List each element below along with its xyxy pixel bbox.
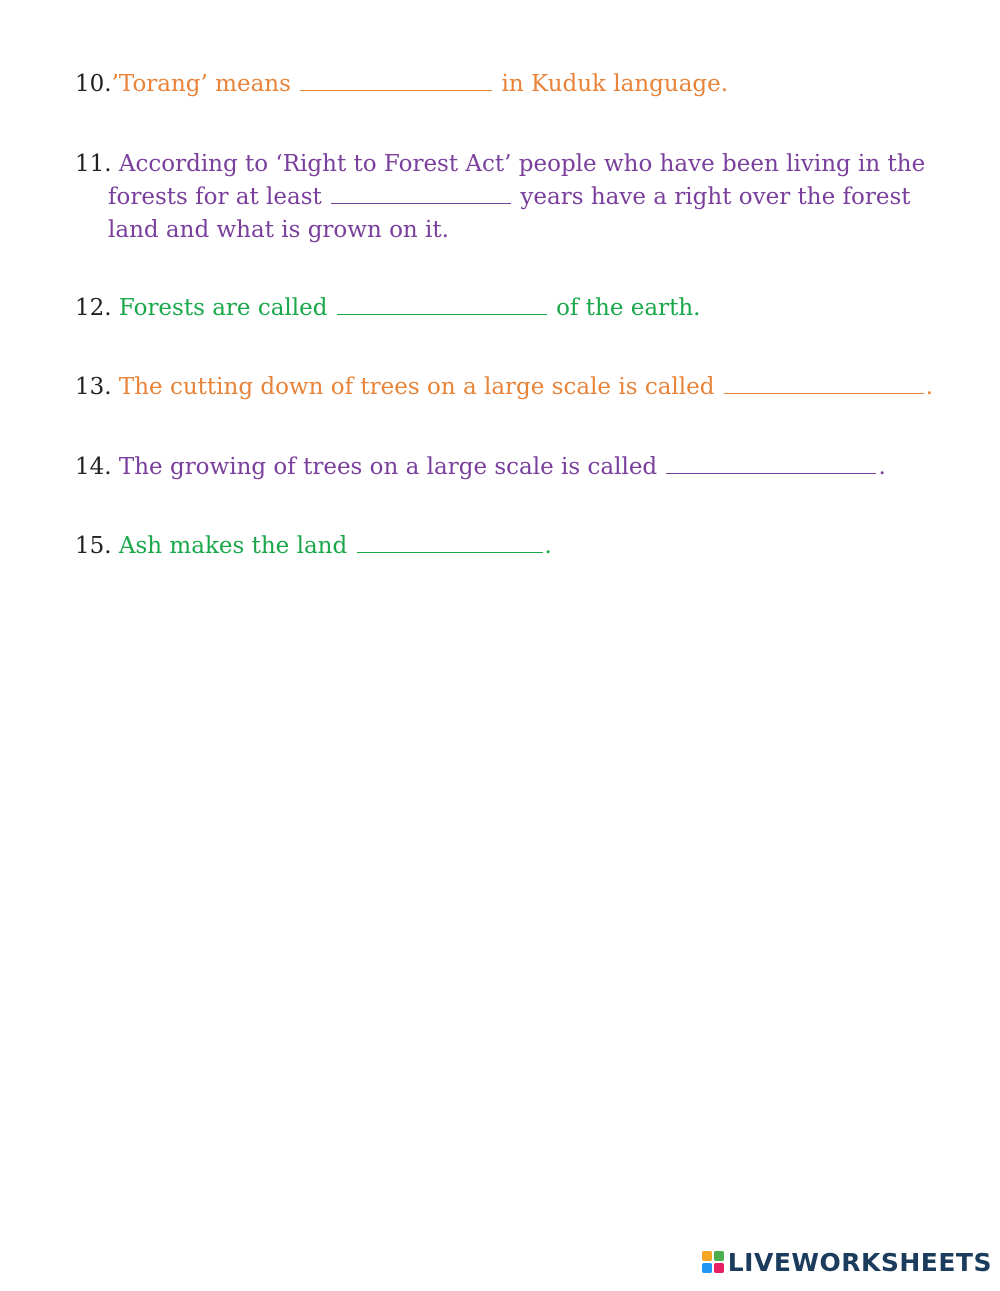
question-text-before: Forests are called xyxy=(118,295,328,321)
logo-text: LIVEWORKSHEETS xyxy=(727,1247,992,1277)
question-11 xyxy=(75,148,955,247)
question-number: 11. xyxy=(75,151,112,177)
question-number: 13. xyxy=(75,374,112,400)
question-number: 12. xyxy=(75,295,112,321)
answer-blank[interactable] xyxy=(357,534,543,553)
liveworksheets-logo-icon xyxy=(702,1251,724,1273)
question-text-before: The cutting down of trees on a large scale is called xyxy=(118,374,715,400)
answer-blank[interactable] xyxy=(337,296,547,315)
question-number: 14. xyxy=(75,454,112,480)
answer-blank[interactable] xyxy=(666,455,876,474)
question-text-before: According to ‘Right to Forest Act’ people who have been living in the forests for at least xyxy=(108,151,926,210)
question-15 xyxy=(75,530,955,563)
question-13 xyxy=(75,371,955,404)
question-text-after: . xyxy=(878,454,886,480)
question-10 xyxy=(75,68,955,101)
question-14 xyxy=(75,451,955,484)
question-12 xyxy=(75,292,955,325)
question-number: 15. xyxy=(75,533,112,559)
question-text-before: ’Torang’ means xyxy=(111,71,291,97)
answer-blank[interactable] xyxy=(331,185,511,204)
question-text-before: The growing of trees on a large scale is called xyxy=(118,454,658,480)
liveworksheets-logo xyxy=(702,1247,992,1277)
question-text-after: of the earth. xyxy=(556,295,701,321)
question-text-after: . xyxy=(544,533,552,559)
answer-blank[interactable] xyxy=(724,375,924,394)
question-text-after: . xyxy=(925,374,934,400)
question-number: 10. xyxy=(75,71,112,97)
question-text-after: years have a right over the forest land and what is grown on it. xyxy=(108,184,911,243)
question-text-after: in Kuduk language. xyxy=(501,71,729,97)
answer-blank[interactable] xyxy=(300,72,492,91)
question-text-before: Ash makes the land xyxy=(118,533,348,559)
